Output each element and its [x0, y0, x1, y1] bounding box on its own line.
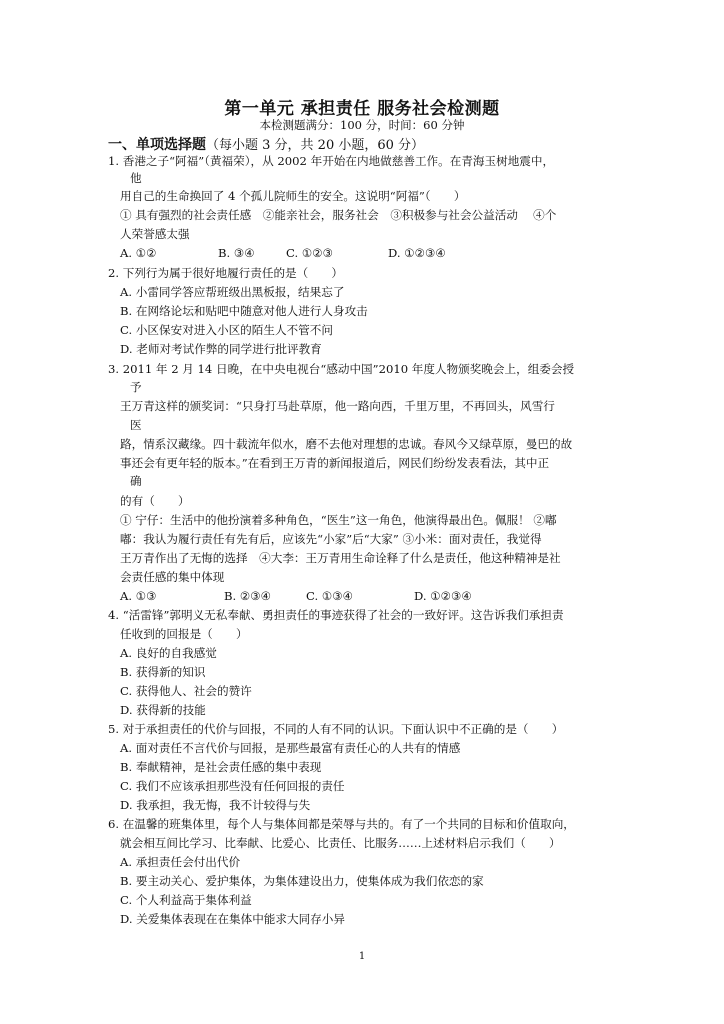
- question-1-line: 他: [130, 171, 142, 185]
- question-3-line: 确: [130, 474, 142, 488]
- question-4-option-d: D. 获得新的技能: [120, 703, 206, 717]
- question-2-line: 2. 下列行为属于很好地履行责任的是（ ）: [108, 266, 344, 280]
- question-3-option-b: B. ②③④: [224, 589, 272, 603]
- question-3-option-a: A. ①③: [120, 589, 157, 603]
- question-3-option-d: D. ①②③④: [414, 589, 472, 603]
- question-3-line: 王万青作出了无悔的选择 ④大李：王万青用生命诠释了什么是责任，他这种精神是社: [120, 551, 561, 565]
- question-3-line: 3. 2011 年 2 月 14 日晚，在中央电视台“感动中国”2010 年度人物颁奖晚会上，组委会授: [108, 362, 575, 376]
- question-1-option-a: A. ①②: [120, 246, 157, 260]
- question-1-line: ① 具有强烈的社会责任感 ②能亲社会，服务社会 ③积极参与社会公益活动 ④个: [120, 208, 557, 222]
- question-5-option-a: A. 面对责任不言代价与回报，是那些最富有责任心的人共有的情感: [120, 741, 461, 755]
- page-number: 1: [358, 951, 366, 962]
- question-6-option-b: B. 要主动关心、爱护集体，为集体建设出力，使集体成为我们依恋的家: [120, 874, 484, 888]
- question-3-line: 王万青这样的颁奖词：“只身打马赴草原，他一路向西，千里万里，不再回头，风雪行: [120, 399, 555, 413]
- question-4-option-b: B. 获得新的知识: [120, 665, 206, 679]
- question-1-line: 人荣誉感太强: [120, 227, 190, 241]
- question-4-option-a: A. 良好的自我感觉: [120, 646, 217, 660]
- section-heading-label: 一、单项选择题: [108, 137, 206, 153]
- question-2-option-a: A. 小雷同学答应帮班级出黑板报，结果忘了: [120, 285, 345, 299]
- question-4-option-c: C. 获得他人、社会的赞许: [120, 684, 252, 698]
- question-4-line: 4. “活雷锋”郭明义无私奉献、勇担责任的事迹获得了社会的一致好评。这告诉我们承担责: [108, 608, 564, 622]
- document-subtitle: 本检测题满分：100 分，时间：60 分钟: [259, 118, 465, 132]
- question-3-line: ① 宁仔：生活中的他扮演着多种角色，“医生”这一角色，他演得最出色。佩服！ ②嘟: [120, 513, 557, 527]
- question-1-option-c: C. ①②③: [286, 246, 334, 260]
- question-3-line: 的有（ ）: [120, 494, 190, 508]
- question-3-line: 会责任感的集中体现: [120, 570, 225, 584]
- question-6-option-d: D. 关爱集体表现在在集体中能求大同存小异: [120, 912, 345, 926]
- question-5-option-b: B. 奉献精神，是社会责任感的集中表现: [120, 760, 322, 774]
- question-1-line: 用自己的生命换回了 4 个孤儿院师生的安全。这说明“阿福”（ ）: [120, 189, 466, 203]
- section-heading: [108, 134, 424, 154]
- question-3-line: 嘟：我认为履行责任有先有后，应该先“小家”后“大家” ③小米：面对责任，我觉得: [120, 532, 542, 546]
- question-3-line: 医: [130, 418, 142, 432]
- section-heading-note: （每小题 3 分，共 20 小题，60 分）: [206, 138, 425, 153]
- question-3-line: 路，情系汉藏缘。四十载流年似水，磨不去他对理想的忠诚。春风今又绿草原，曼巴的故: [120, 437, 573, 451]
- question-2-option-b: B. 在网络论坛和贴吧中随意对他人进行人身攻击: [120, 304, 368, 318]
- question-3-line: 予: [130, 380, 142, 394]
- question-2-option-d: D. 老师对考试作弊的同学进行批评教育: [120, 342, 322, 356]
- question-6-option-a: A. 承担责任会付出代价: [120, 855, 241, 869]
- question-4-line: 任收到的回报是（ ）: [120, 627, 248, 641]
- question-1-line: 1. 香港之子“阿福”（黄福荣），从 2002 年开始在内地做慈善工作。在青海玉树地震中，: [108, 154, 555, 168]
- document-title: 第一单元 承担责任 服务社会检测题: [224, 99, 500, 119]
- question-3-option-c: C. ①③④: [306, 589, 354, 603]
- question-6-line: 6. 在温馨的班集体里，每个人与集体间都是荣辱与共的。有了一个共同的目标和价值取向，: [108, 817, 575, 831]
- question-2-option-c: C. 小区保安对进入小区的陌生人不管不问: [120, 323, 333, 337]
- question-6-option-c: C. 个人利益高于集体利益: [120, 893, 252, 907]
- question-1-option-d: D. ①②③④: [388, 246, 446, 260]
- question-1-option-b: B. ③④: [218, 246, 255, 260]
- question-5-option-c: C. 我们不应该承担那些没有任何回报的责任: [120, 779, 345, 793]
- question-6-line: 就会相互间比学习、比奉献、比爱心、比责任、比服务……上述材料启示我们（ ）: [120, 836, 561, 850]
- question-5-line: 5. 对于承担责任的代价与回报，不同的人有不同的认识。下面认识中不正确的是（ ）: [108, 722, 564, 736]
- question-3-line: 事还会有更年轻的版本。”在看到王万青的新闻报道后，网民们纷纷发表看法，其中正: [120, 456, 550, 470]
- question-5-option-d: D. 我承担，我无悔，我不计较得与失: [120, 798, 311, 812]
